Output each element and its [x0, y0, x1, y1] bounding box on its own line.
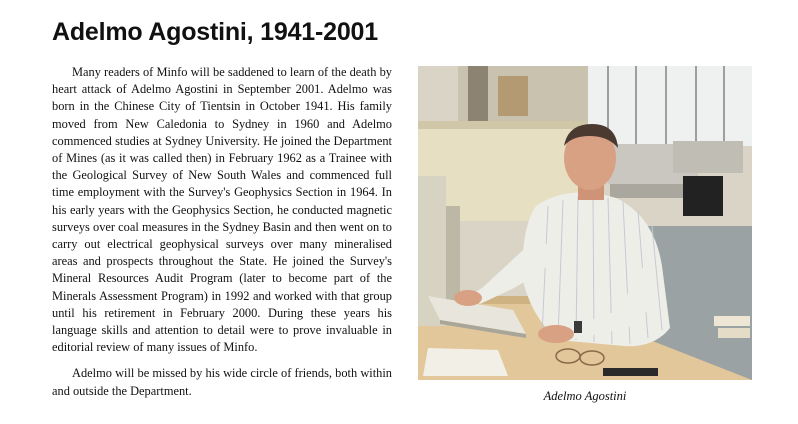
article-title: Adelmo Agostini, 1941-2001 [52, 18, 378, 46]
portrait-photo [418, 66, 752, 380]
article-body [52, 64, 392, 409]
article-paragraph-2: Adelmo will be missed by his wide circle of friends, both within and outside the Department. [52, 366, 392, 398]
photo-caption: Adelmo Agostini [543, 389, 627, 403]
article-paragraph-1: Many readers of Minfo will be saddened to learn of the death by heart attack of Adelmo Agostini in September 2001. Adelmo was born in the Chinese City of Tientsin in October 1941. His family moved from New Caledonia to Sydney in 1960 and Adelmo commenced studies at Sydney University. He joined the Department of Mines (as it was called then) in February 1962 as a Trainee with the Geological Survey of New South Wales and commenced full time employment with the Survey's Geophysics Section in 1964. In his early years with the Geophysics Section, he conducted magnetic surveys over coal measures in the Sydney Basin and then went on to carry out electrical geophysical surveys over many mineralised areas and prospects throughout the State. He joined the Survey's Mineral Resources Audit Program (later to become part of the Minerals Assessment Program) in 1992 and worked with that group until his retirement in February 2000. During these years his language skills and attention to detail were to prove invaluable in editorial review of many issues of Minfo. [52, 65, 392, 355]
